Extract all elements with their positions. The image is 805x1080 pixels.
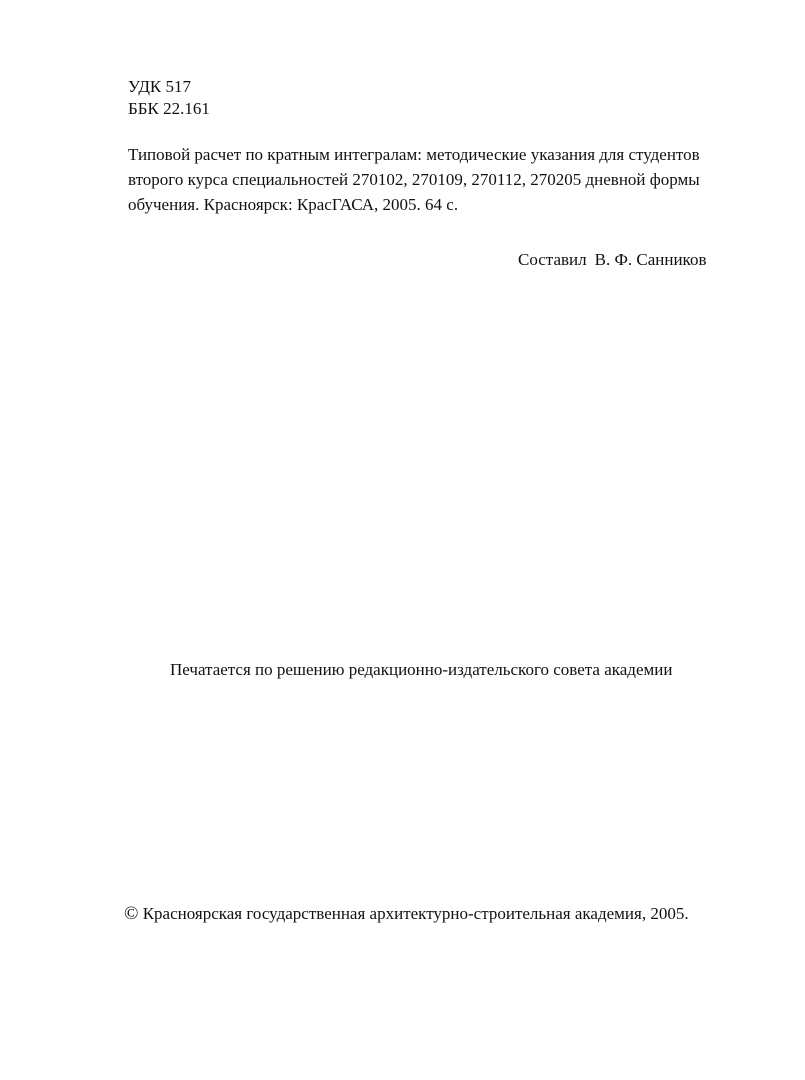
classification-codes	[128, 76, 210, 120]
compiler-name: В. Ф. Санников	[594, 250, 707, 269]
compiled-by	[518, 249, 706, 271]
bibliographic-entry	[128, 142, 768, 217]
bbk-code: ББК 22.161	[128, 99, 210, 118]
udk-code: УДК 517	[128, 77, 192, 96]
copyright-text: Красноярская государственная архитектурно-строительная академия, 2005.	[142, 904, 689, 923]
copyright-line	[124, 903, 689, 925]
compiled-by-label: Составил	[518, 250, 587, 269]
bibliographic-line-3: обучения. Красноярск: КрасГАСА, 2005. 64 с.	[128, 195, 459, 214]
publication-note: Печатается по решению редакционно-издательского совета академии	[170, 660, 673, 679]
bibliographic-line-1: Типовой расчет по кратным интегралам: методические указания для студентов	[128, 145, 700, 164]
bibliographic-line-2: второго курса специальностей 270102, 270109, 270112, 270205 дневной формы	[128, 170, 700, 189]
copyright-icon: ©	[124, 903, 139, 924]
